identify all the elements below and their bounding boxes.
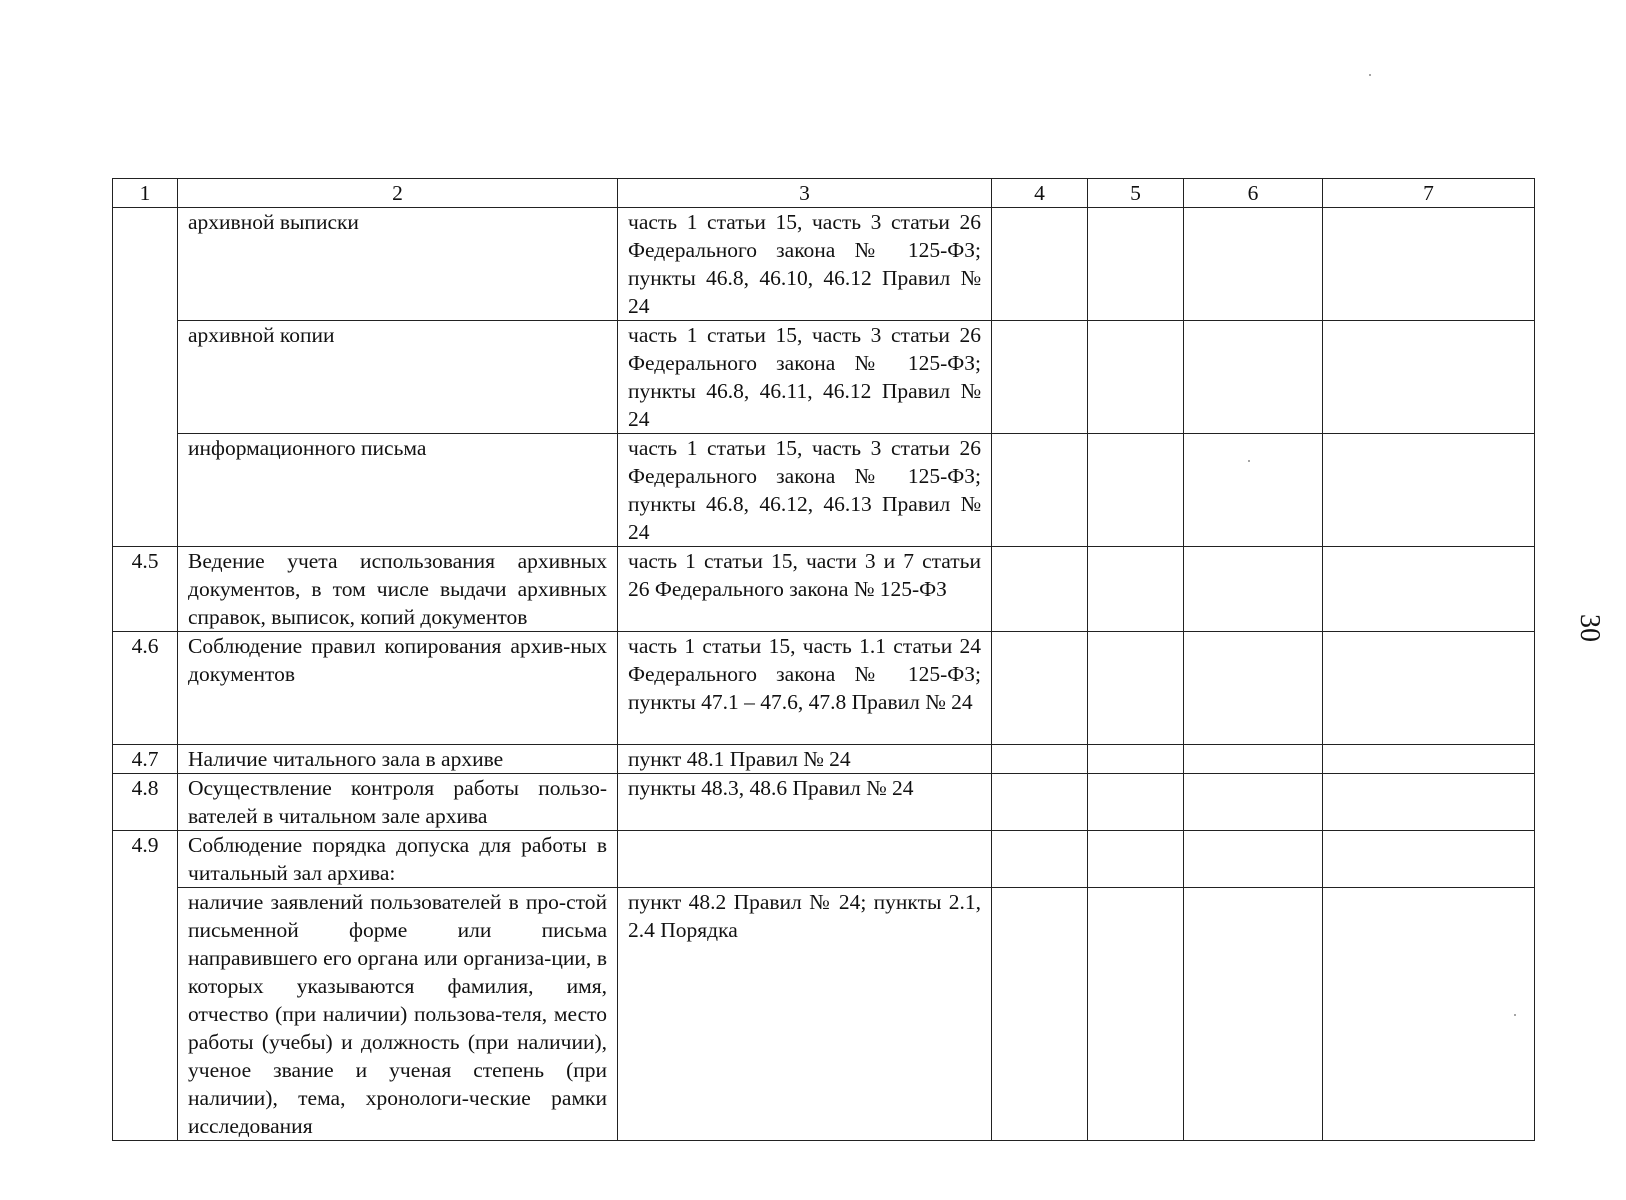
item-cell: наличие заявлений пользователей в про-стой письменной форме или письма направившего его органа или организа-ции, в которых указываются фамилия, имя, отчество (при наличии) пользова-теля, место работы (учебы) и должность (при наличии), ученое звание и ученая степень (при наличии), тема, хронологи-ческие рамки исследования <box>178 888 618 1141</box>
basis-cell: пункт 48.2 Правил № 24; пункты 2.1, 2.4 Порядка <box>618 888 992 1141</box>
empty-cell <box>1323 632 1535 745</box>
column-header: 4 <box>992 179 1088 208</box>
requirements-table <box>112 178 1535 1141</box>
column-header: 1 <box>113 179 178 208</box>
column-header: 3 <box>618 179 992 208</box>
item-cell: Соблюдение правил копирования архив-ных документов <box>178 632 618 745</box>
row-number-cell: 4.5 <box>113 547 178 632</box>
scan-speck <box>1514 1014 1516 1016</box>
empty-cell <box>1184 774 1323 831</box>
item-cell: Осуществление контроля работы пользо-вателей в читальном зале архива <box>178 774 618 831</box>
empty-cell <box>1088 434 1184 547</box>
empty-cell <box>1088 632 1184 745</box>
basis-cell: часть 1 статьи 15, часть 3 статьи 26 Федерального закона № 125-ФЗ; пункты 46.8, 46.12, 46.13 Правил № 24 <box>618 434 992 547</box>
empty-cell <box>1323 831 1535 888</box>
row-number-cell: 4.9 <box>113 831 178 1141</box>
column-header: 2 <box>178 179 618 208</box>
row-number-cell: 4.7 <box>113 745 178 774</box>
basis-cell: часть 1 статьи 15, часть 1.1 статьи 24 Федерального закона № 125-ФЗ; пункты 47.1 – 47.6, 47.8 Правил № 24 <box>618 632 992 745</box>
row-number-cell: 4.8 <box>113 774 178 831</box>
table-row <box>113 745 1535 774</box>
item-cell: Наличие читального зала в архиве <box>178 745 618 774</box>
basis-cell: пункт 48.1 Правил № 24 <box>618 745 992 774</box>
empty-cell <box>1184 745 1323 774</box>
table-row <box>113 632 1535 745</box>
basis-cell: часть 1 статьи 15, части 3 и 7 статьи 26 Федерального закона № 125-ФЗ <box>618 547 992 632</box>
empty-cell <box>1323 208 1535 321</box>
empty-cell <box>1088 321 1184 434</box>
empty-cell <box>992 888 1088 1141</box>
basis-cell: часть 1 статьи 15, часть 3 статьи 26 Федерального закона № 125-ФЗ; пункты 46.8, 46.10, 46.12 Правил № 24 <box>618 208 992 321</box>
empty-cell <box>1323 547 1535 632</box>
table-row <box>113 831 1535 888</box>
empty-cell <box>1088 745 1184 774</box>
empty-cell <box>992 745 1088 774</box>
empty-cell <box>1323 888 1535 1141</box>
scan-speck <box>1369 74 1371 76</box>
empty-cell <box>1184 547 1323 632</box>
empty-cell <box>1323 774 1535 831</box>
table-row <box>113 888 1535 1141</box>
column-header: 5 <box>1088 179 1184 208</box>
empty-cell <box>992 208 1088 321</box>
empty-cell <box>1088 547 1184 632</box>
item-cell: Соблюдение порядка допуска для работы в читальный зал архива: <box>178 831 618 888</box>
empty-cell <box>1184 632 1323 745</box>
scan-speck <box>1248 460 1250 462</box>
item-cell: информационного письма <box>178 434 618 547</box>
table-row <box>113 321 1535 434</box>
empty-cell <box>992 434 1088 547</box>
empty-cell <box>1323 745 1535 774</box>
column-header: 6 <box>1184 179 1323 208</box>
empty-cell <box>992 547 1088 632</box>
page-number: 30 <box>1574 614 1605 642</box>
item-cell: архивной выписки <box>178 208 618 321</box>
empty-cell <box>1184 888 1323 1141</box>
table-row <box>113 208 1535 321</box>
item-cell: Ведение учета использования архивных документов, в том числе выдачи архивных справок, выписок, копий документов <box>178 547 618 632</box>
empty-cell <box>1184 321 1323 434</box>
item-cell: архивной копии <box>178 321 618 434</box>
empty-cell <box>1184 434 1323 547</box>
basis-cell: часть 1 статьи 15, часть 3 статьи 26 Федерального закона № 125-ФЗ; пункты 46.8, 46.11, 46.12 Правил № 24 <box>618 321 992 434</box>
empty-cell <box>1088 774 1184 831</box>
column-header: 7 <box>1323 179 1535 208</box>
empty-cell <box>992 831 1088 888</box>
basis-cell <box>618 831 992 888</box>
empty-cell <box>992 774 1088 831</box>
empty-cell <box>1323 321 1535 434</box>
basis-cell: пункты 48.3, 48.6 Правил № 24 <box>618 774 992 831</box>
row-number-cell: 4.6 <box>113 632 178 745</box>
empty-cell <box>1323 434 1535 547</box>
empty-cell <box>1088 208 1184 321</box>
empty-cell <box>1088 831 1184 888</box>
table-header-row <box>113 179 1535 208</box>
empty-cell <box>992 321 1088 434</box>
empty-cell <box>992 632 1088 745</box>
table-row <box>113 434 1535 547</box>
table-row <box>113 547 1535 632</box>
empty-cell <box>1088 888 1184 1141</box>
empty-cell <box>1184 208 1323 321</box>
table-row <box>113 774 1535 831</box>
row-number-cell <box>113 208 178 547</box>
empty-cell <box>1184 831 1323 888</box>
